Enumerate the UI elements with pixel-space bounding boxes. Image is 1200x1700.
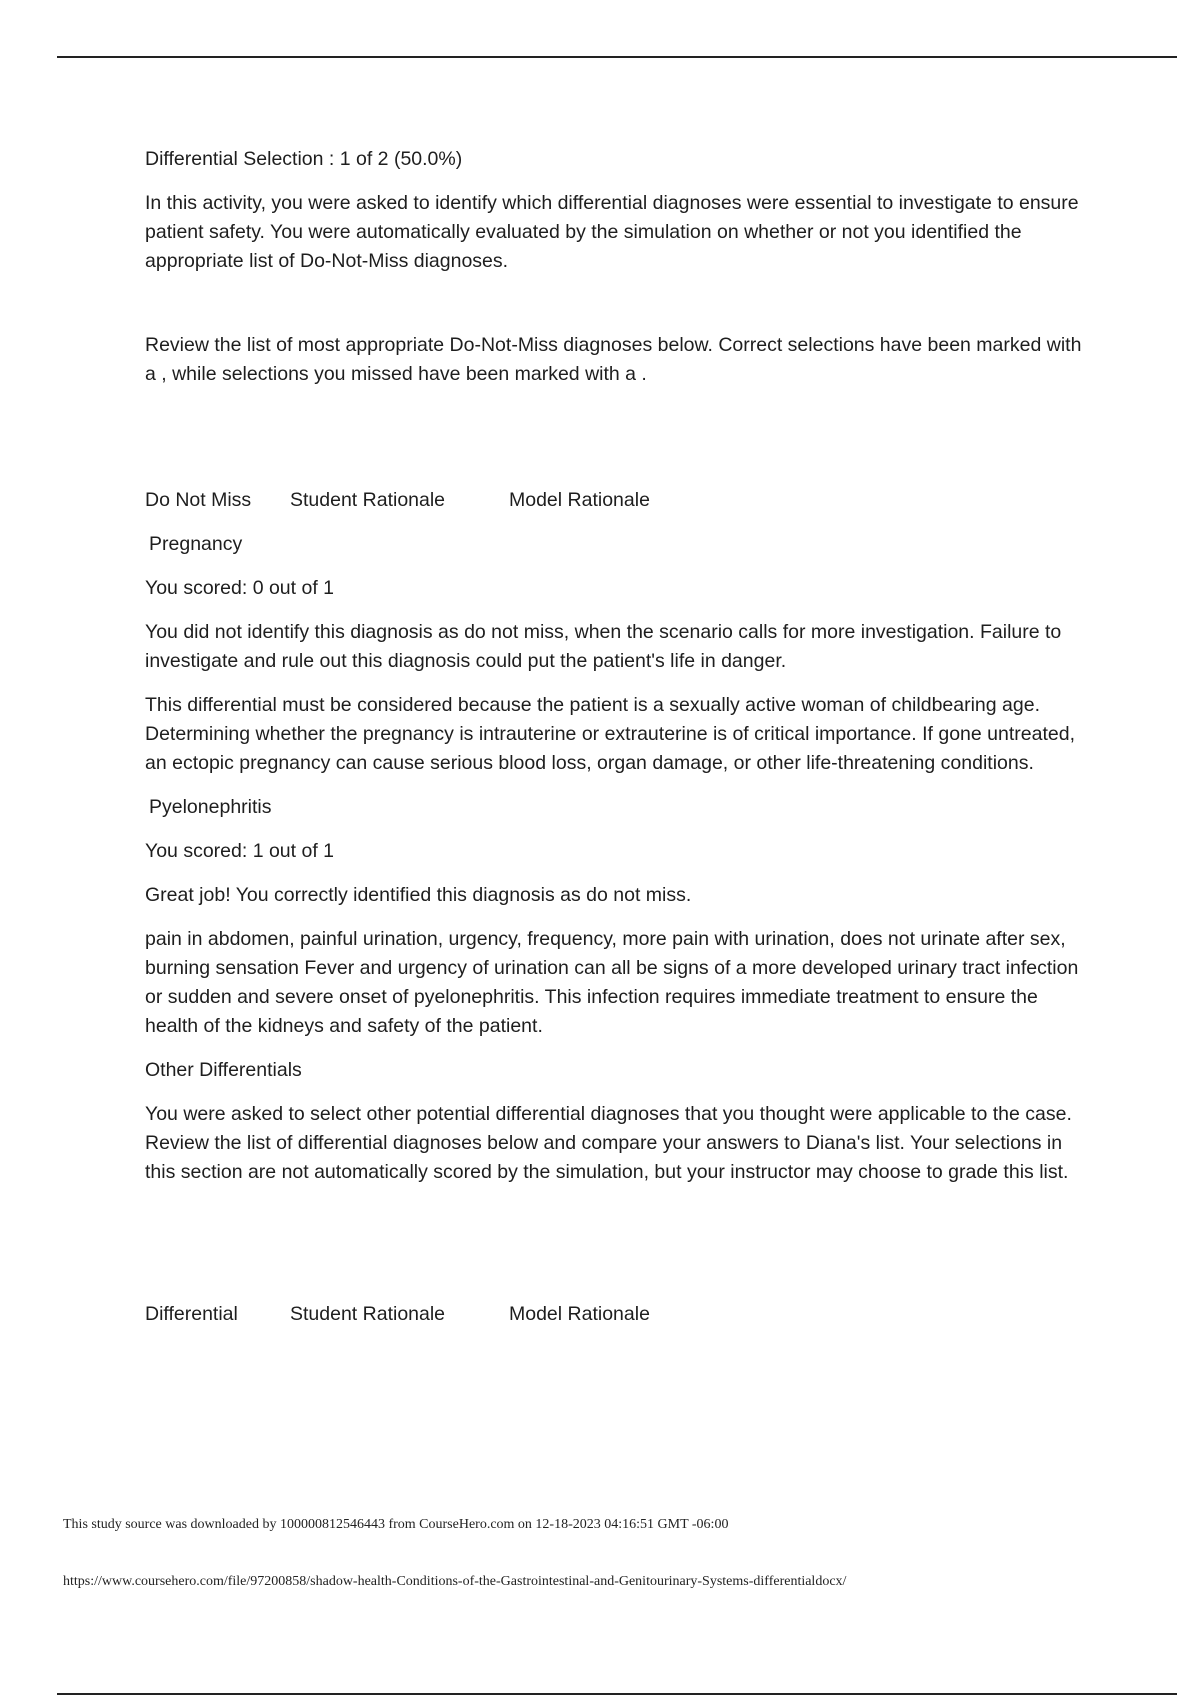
header-model-rationale: Model Rationale	[509, 489, 650, 511]
top-rule	[57, 56, 1177, 58]
diagnosis-name: Pyelonephritis	[149, 796, 272, 818]
header-differential: Differential	[145, 1303, 238, 1325]
model-rationale: pain in abdomen, painful urination, urgency, frequency, more pain with urination, does not urinate after sex, burning sensation Fever and urgency of urination can all be signs of a more developed urinary tract infection or sudden and severe onset of pyelonephritis. This infection requires immediate treatment to ensure the health of the kidneys and safety of the patient.	[145, 928, 1079, 1037]
other-differentials-title: Other Differentials	[145, 1059, 302, 1081]
student-feedback: You did not identify this diagnosis as do not miss, when the scenario calls for more investigation. Failure to investigate and rule out this diagnosis could put the patient's life in danger.	[145, 621, 1062, 672]
diagnosis-row	[145, 793, 1090, 1041]
intro-paragraph: In this activity, you were asked to identify which differential diagnoses were essential to investigate to ensure patient safety. You were automatically evaluated by the simulation on whether or not you identified the appropriate list of Do-Not-Miss diagnoses.	[145, 192, 1079, 272]
header-student-rationale: Student Rationale	[290, 489, 446, 511]
bottom-rule	[57, 1693, 1177, 1695]
document-body	[145, 145, 1090, 1344]
other-differentials-header	[145, 1300, 1090, 1329]
review-instructions: Review the list of most appropriate Do-Not-Miss diagnoses below. Correct selections have been marked with a , while selections you missed have been marked with a .	[145, 334, 1082, 385]
header-do-not-miss: Do Not Miss	[145, 489, 252, 511]
model-rationale: This differential must be considered because the patient is a sexually active woman of childbearing age. Determining whether the pregnancy is intrauterine or extrauterine is of critical importance. If gone untreated, an ectopic pregnancy can cause serious blood loss, organ damage, or other life-threatening conditions.	[145, 694, 1075, 774]
download-source-note: This study source was downloaded by 100000812546443 from CourseHero.com on 12-18-2023 04:16:51 GMT -06:00	[63, 1517, 729, 1532]
header-model-rationale: Model Rationale	[509, 1303, 650, 1325]
diagnosis-name: Pregnancy	[149, 533, 243, 555]
diagnosis-score: You scored: 0 out of 1	[145, 577, 335, 599]
diagnosis-score: You scored: 1 out of 1	[145, 840, 335, 862]
diagnosis-row	[145, 530, 1090, 778]
do-not-miss-header	[145, 486, 1090, 515]
source-url: https://www.coursehero.com/file/97200858/shadow-health-Conditions-of-the-Gastrointestinal-and-Genitourinary-Systems-differentialdocx/	[63, 1574, 847, 1589]
header-student-rationale: Student Rationale	[290, 1303, 446, 1325]
other-differentials-description: You were asked to select other potential differential diagnoses that you thought were applicable to the case. Review the list of differential diagnoses below and compare your answers to Diana's list. Your selections in this section are not automatically scored by the simulation, but your instructor may choose to grade this list.	[145, 1103, 1072, 1183]
section-heading: Differential Selection : 1 of 2 (50.0%)	[145, 148, 463, 170]
student-feedback: Great job! You correctly identified this diagnosis as do not miss.	[145, 884, 692, 906]
